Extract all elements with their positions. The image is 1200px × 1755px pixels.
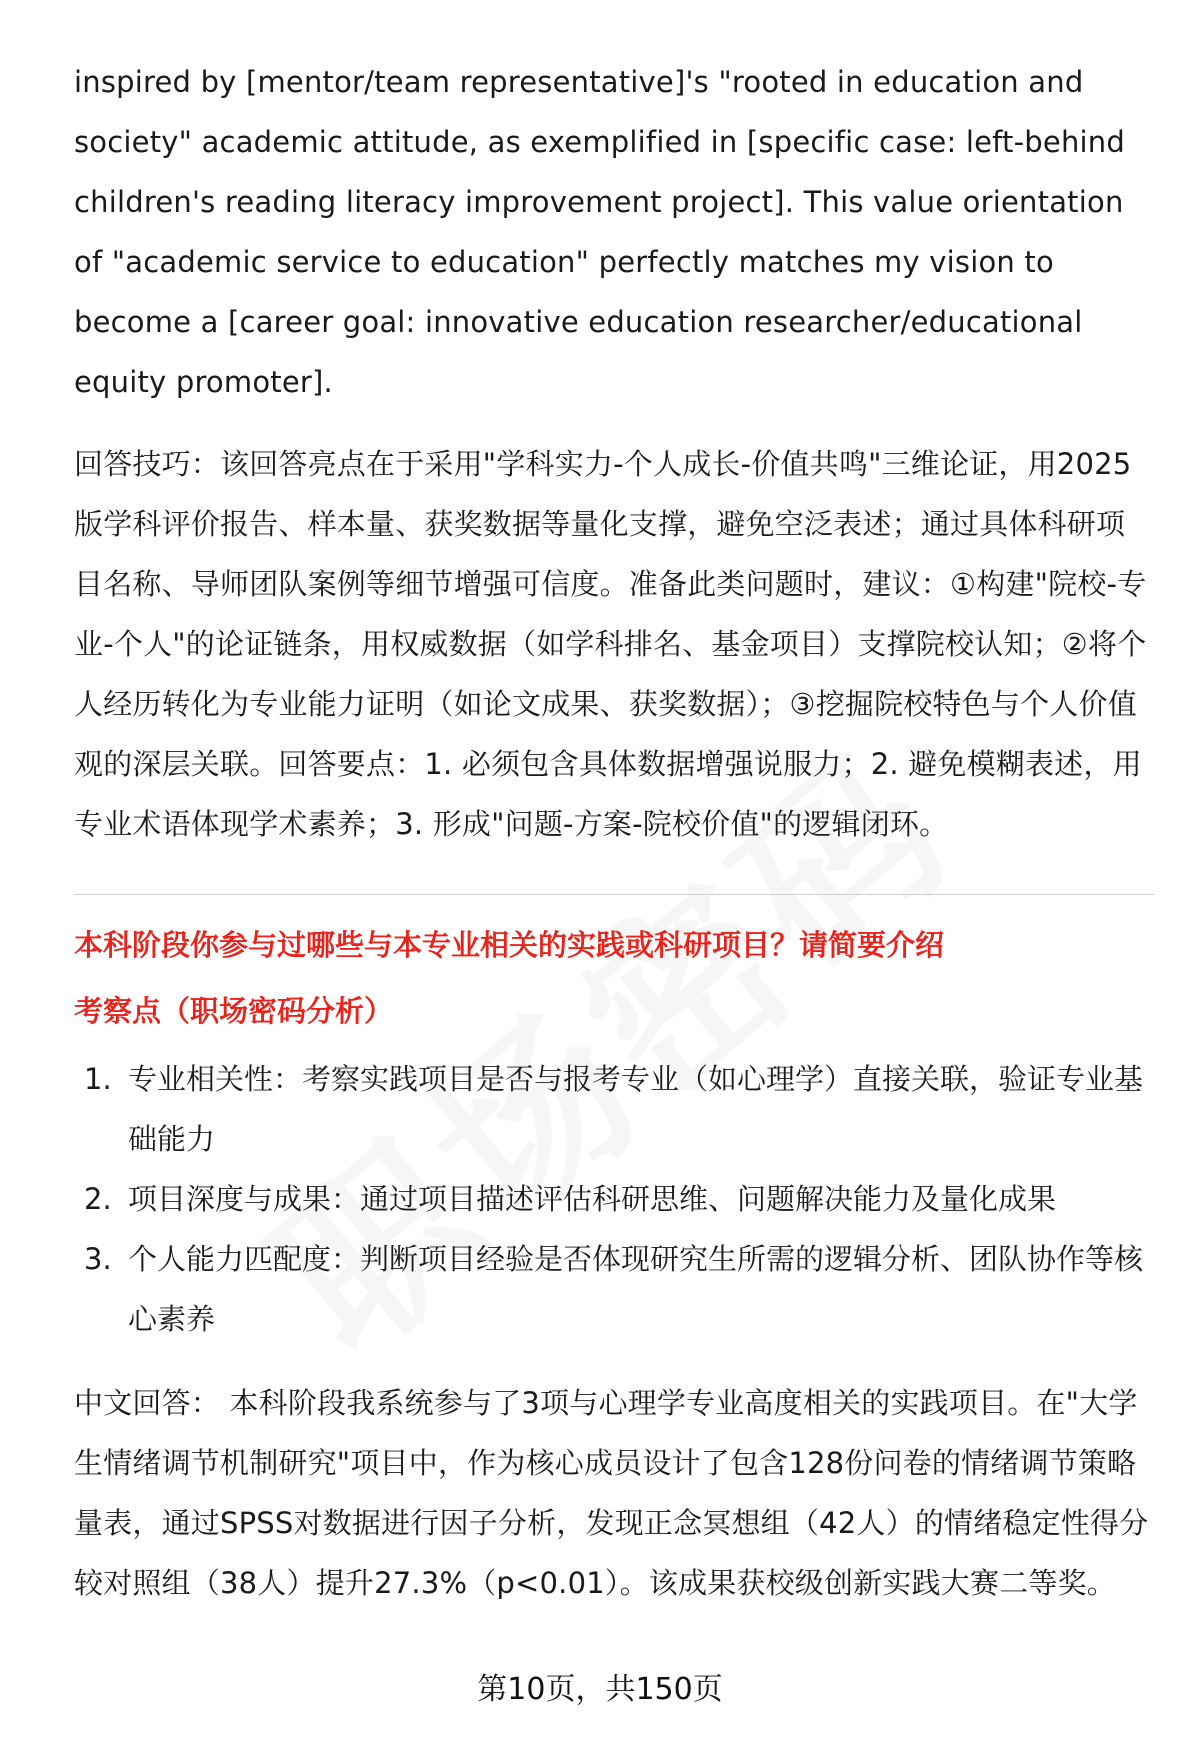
list-item [74, 1169, 1154, 1229]
question-heading: 本科阶段你参与过哪些与本专业相关的实践或科研项目？请简要介绍 [74, 928, 945, 962]
answer-paragraph: 中文回答： 本科阶段我系统参与了3项与心理学专业高度相关的实践项目。在"大学生情绪调节机制研究"项目中，作为核心成员设计了包含128份问卷的情绪调节策略量表，通过SPSS对数据进行因子分析，发现正念冥想组（42人）的情绪稳定性得分较对照组（38人）提升27.3%（p<0.01）。该成果获校级创新实践大赛二等奖。 [74, 1386, 1149, 1600]
list-number: 1. [84, 1062, 112, 1096]
exam-points-heading: 考察点（职场密码分析） [74, 994, 394, 1028]
document-page [74, 52, 1154, 1613]
list-item-text: 个人能力匹配度：判断项目经验是否体现研究生所需的逻辑分析、团队协作等核心素养 [128, 1242, 1144, 1336]
page-footer: 第10页，共150页 [477, 1672, 723, 1707]
section-divider [74, 894, 1154, 895]
list-number: 2. [84, 1182, 112, 1216]
intro-paragraph: inspired by [mentor/team representative]'s "rooted in education and society" academic attitude, as exemplified in [specific case: left-behind children's reading literacy improvement project]. This value orientation of "academic service to education" perfectly matches my vision to become a [career goal: innovative education researcher/educational equity promoter]. [74, 65, 1125, 399]
tips-paragraph: 回答技巧：该回答亮点在于采用"学科实力-个人成长-价值共鸣"三维论证，用2025版学科评价报告、样本量、获奖数据等量化支撑，避免空泛表述；通过具体科研项目名称、导师团队案例等细节增强可信度。准备此类问题时，建议：①构建"院校-专业-个人"的论证链条，用权威数据（如学科排名、基金项目）支撑院校认知；②将个人经历转化为专业能力证明（如论文成果、获奖数据）；③挖掘院校特色与个人价值观的深层关联。回答要点：1. 必须包含具体数据增强说服力；2. 避免模糊表述，用专业术语体现学术素养；3. 形成"问题-方案-院校价值"的逻辑闭环。 [74, 447, 1147, 841]
list-number: 3. [84, 1242, 112, 1276]
list-item-text: 专业相关性：考察实践项目是否与报考专业（如心理学）直接关联，验证专业基础能力 [128, 1062, 1144, 1156]
list-item-text: 项目深度与成果：通过项目描述评估科研思维、问题解决能力及量化成果 [128, 1182, 1057, 1216]
list-item [74, 1229, 1154, 1349]
list-item [74, 1049, 1154, 1169]
exam-points-list [74, 1049, 1154, 1349]
